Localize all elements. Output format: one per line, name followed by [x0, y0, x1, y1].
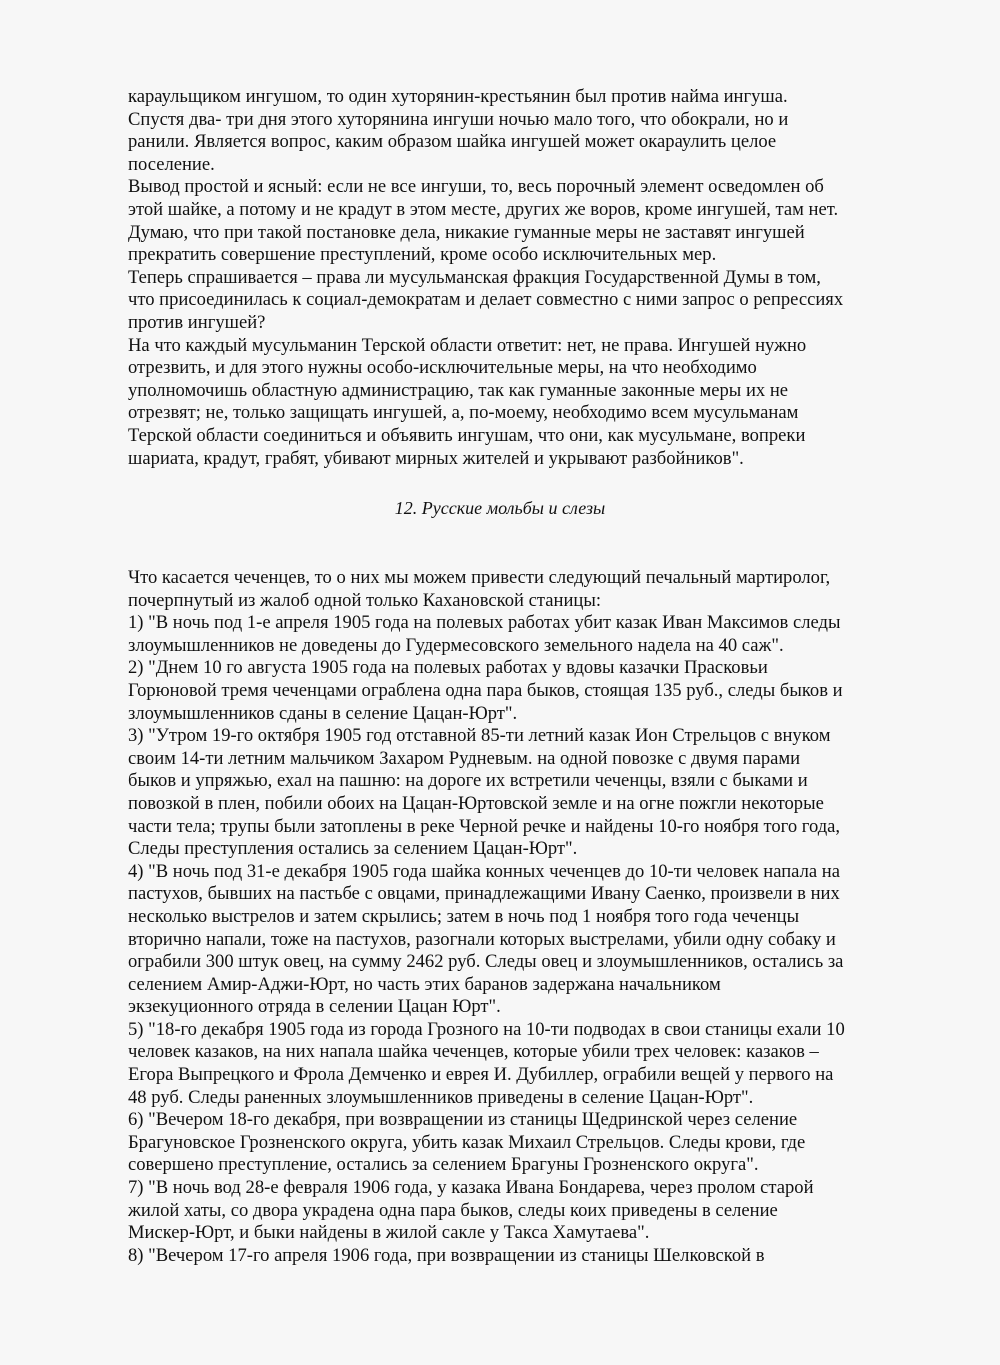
text-line: прекратить совершение преступлений, кроме особо исключительных мер. — [128, 244, 717, 266]
text-line: повозкой в плен, побили обоих на Цацан-Юртовской земле и на огне пожгли некоторые — [128, 792, 824, 814]
text-line: 48 руб. Следы раненных злоумышленников приведены в селение Цацан-Юрт". — [128, 1086, 754, 1108]
text-line: Думаю, что при такой постановке дела, никакие гуманные меры не заставят ингушей — [128, 221, 805, 243]
text-line: 1) "В ночь под 1-е апреля 1905 года на полевых работах убит казак Иван Максимов следы — [128, 612, 841, 634]
text-line: На что каждый мусульманин Терской области ответит: нет, не права. Ингушей нужно — [128, 334, 807, 356]
text-line: злоумышленников сданы в селение Цацан-Юрт". — [128, 702, 518, 724]
text-line: отрезвить, и для этого нужны особо-исключительные меры, на что необходимо — [128, 357, 757, 379]
text-line: селением Амир-Аджи-Юрт, но часть этих баранов задержана начальником — [128, 973, 721, 995]
text-line: Теперь спрашивается – права ли мусульманская фракция Государственной Думы в том, — [128, 266, 821, 288]
text-line: своим 14-ти летним мальчиком Захаром Рудневым. на одной повозке с двумя парами — [128, 747, 801, 769]
text-line: 3) "Утром 19-го октября 1905 год отставной 85-ти летний казак Ион Стрельцов с внуком — [128, 725, 831, 747]
text-line: быков и упряжью, ехал на пашню: на дороге их встретили чеченцы, взяли с быками и — [128, 770, 808, 792]
text-line: ограбили 300 штук овец, на сумму 2462 руб. Следы овец и злоумышленников, остались за — [128, 951, 844, 973]
text-line: что присоединилась к социал-демократам и делает совместно с ними запрос о репрессиях — [128, 289, 844, 311]
text-line: вторично напали, тоже на пастухов, разогнали которых выстрелами, убили одну собаку и — [128, 928, 836, 950]
text-line: 8) "Вечером 17-го апреля 1906 года, при возвращении из станицы Шелковской в — [128, 1244, 765, 1266]
text-line: Спустя два- три дня этого хуторянина ингуши ночью мало того, что обокрали, но и — [128, 108, 789, 130]
text-line: Вывод простой и ясный: если не все ингуши, то, весь порочный элемент осведомлен об — [128, 176, 824, 198]
text-line: 4) "В ночь под 31-е декабря 1905 года шайка конных чеченцев до 10-ти человек напала на — [128, 860, 840, 882]
text-line: Что касается чеченцев, то о них мы можем привести следующий печальный мартиролог, — [128, 567, 831, 588]
text-line: шариата, крадут, грабят, убивают мирных жителей и укрывают разбойников". — [128, 447, 744, 469]
text-line: Терской области соединиться и объявить ингушам, что они, как мусульмане, вопреки — [128, 424, 806, 446]
text-line: злоумышленников не доведены до Гудермесовского земельного надела на 40 саж". — [128, 634, 784, 656]
text-line: жилой хаты, со двора украдена одна пара быков, следы коих приведены в селение — [128, 1199, 778, 1221]
text-line: этой шайке, а потому и не крадут в этом месте, других же воров, кроме ингушей, там нет. — [128, 198, 839, 220]
section-heading: 12. Русские мольбы и слезы — [394, 498, 606, 518]
text-line: части тела; трупы были затоплены в реке Черной речке и найдены 10-го ноября того года, — [128, 815, 841, 837]
text-line: Брагуновское Грозненского округа, убить казак Михаил Стрельцов. Следы крови, где — [128, 1131, 806, 1153]
text-line: Егора Выпрецкого и Фрола Демченко и еврея И. Дубиллер, ограбили вещей у первого на — [128, 1064, 834, 1086]
text-block-main — [128, 567, 928, 1267]
text-line: отрезвят; не, только защищать ингушей, а, по-моему, необходимо всем мусульманам — [128, 402, 799, 424]
text-line: Следы преступления остались за селением Цацан-Юрт". — [128, 838, 578, 860]
text-line: 2) "Днем 10 го августа 1905 года на полевых работах у вдовы казачки Прасковьи — [128, 657, 768, 679]
text-line: Горюновой тремя чеченцами ограблена одна пара быков, стоящая 135 руб., следы быков и — [128, 679, 843, 701]
text-line: Мискер-Юрт, и быки найдены в жилой сакле у Такса Хамутаева". — [128, 1222, 650, 1244]
text-line: ранили. Является вопрос, каким образом шайка ингушей может окараулить целое — [128, 131, 777, 153]
text-line: почерпнутый из жалоб одной только Кахановской станицы: — [128, 589, 602, 611]
text-line: 7) "В ночь вод 28-е февраля 1906 года, у казака Ивана Бондарева, через пролом старой — [128, 1177, 814, 1199]
text-line: караульщиком ингушом, то один хуторянин-крестьянин был против найма ингуша. — [128, 86, 788, 107]
text-block-top — [128, 86, 928, 470]
text-line: поселение. — [128, 153, 215, 175]
text-line: против ингушей? — [128, 311, 266, 333]
text-line: 6) "Вечером 18-го декабря, при возвращении из станицы Щедринской через селение — [128, 1109, 798, 1131]
text-line: человек казаков, на них напала шайка чеченцев, которые убили трех человек: казаков – — [128, 1041, 819, 1063]
text-line: 5) "18-го декабря 1905 года из города Грозного на 10-ти подводах в свои станицы ехали 10 — [128, 1018, 845, 1040]
text-line: пастухов, бывших на пастьбе с овцами, принадлежащими Ивану Саенко, произвели в них — [128, 883, 840, 905]
text-line: несколько выстрелов и затем скрылись; затем в ночь под 1 ноября того года чеченцы — [128, 905, 800, 927]
text-line: совершено преступление, остались за селением Брагуны Грозненского округа". — [128, 1154, 759, 1176]
text-line: уполномочишь областную администрацию, так как гуманные законные меры их не — [128, 379, 789, 401]
text-line: экзекуционного отряда в селении Цацан Юрт". — [128, 996, 501, 1018]
